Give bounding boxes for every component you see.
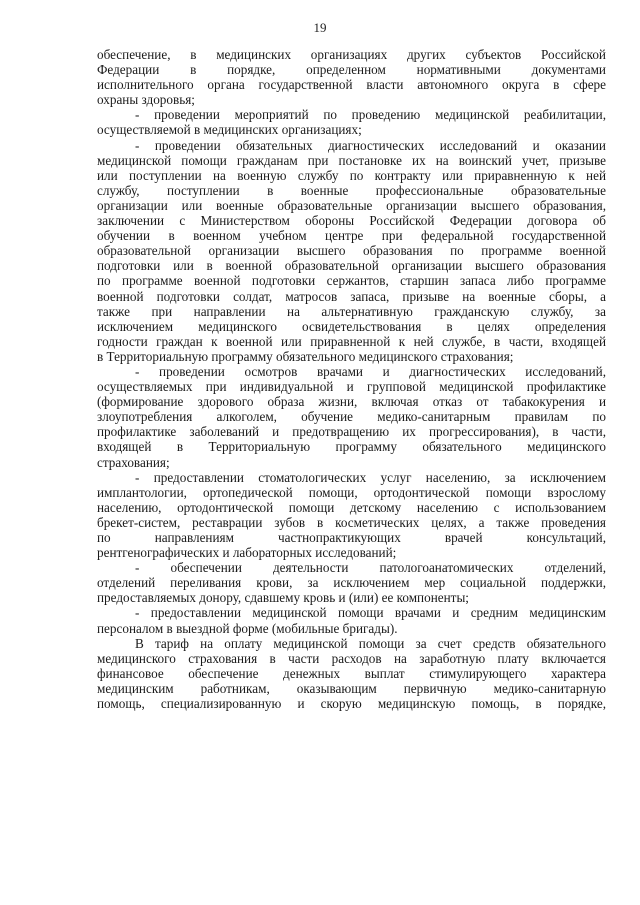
text-line: осуществляемых при индивидуальной и групповой медицинской профилактике [97,379,606,395]
text-line: или поступлении на военную службу по контракту или приравненную к ней [97,167,606,183]
text-line: (формирование здорового образа жизни, включая отказ от табакокурения и [97,394,606,410]
text-line: - проведении мероприятий по проведению медицинской реабилитации, [135,107,606,123]
text-line: обеспечение, в медицинских организациях других субъектов Российской [97,47,606,62]
paragraph [97,470,606,561]
text-line: охраны здоровья; [97,92,195,108]
text-line: помощь, специализированную и скорую медицинскую помощь, в порядке, [97,696,606,712]
paragraph [97,560,606,605]
text-line: по направлениям частнопрактикующих врачей консультаций, [97,530,606,545]
text-line: медицинским работникам, оказывающим первичную медико-санитарную [97,680,606,696]
paragraph [97,636,606,711]
page-number: 19 [313,20,327,35]
text-line: злоупотребления алкоголем, обучение медико-санитарным правилам по [97,409,606,425]
text-line: входящей в Территориальную программу обязательного медицинского [97,439,606,455]
text-line: организации или военные образовательные организации высшего образования, [97,197,606,213]
text-line: отделений переливания крови, за исключением мер социальной поддержки, [97,575,606,591]
text-line: осуществляемой в медицинских организациях; [97,122,362,138]
text-line: - предоставлении медицинской помощи врачами и средним медицинским [135,605,606,621]
paragraph [97,364,606,470]
paragraph [97,107,606,137]
paragraph [97,605,606,635]
text-line: медицинской помощи гражданам при постановке их на воинский учет, призыве [97,152,606,168]
text-line: годности граждан к военной или приравненной к ней службе, в части, входящей [97,333,606,349]
text-line: имплантологии, ортопедической помощи, ортодонтической помощи взрослому [97,484,606,500]
text-line: - проведении осмотров врачами и диагностических исследований, [135,363,606,379]
text-line: - обеспечении деятельности патологоанатомических отделений, [135,560,606,576]
text-line: Федерации в порядке, определенном нормативными документами [97,62,606,78]
text-line: брекет-систем, реставрации зубов в косметических целях, а также проведения [97,514,606,530]
text-line: образовательной организации высшего образования по программе военной [97,243,606,259]
text-line: профилактике заболеваний и предотвращению их прогрессирования), в части, [97,424,606,440]
text-line: службу, поступлении в военные профессиональные образовательные [97,182,606,198]
text-line: заключении с Министерством обороны Российской Федерации договора об [97,213,606,229]
text-line: - предоставлении стоматологических услуг населению, за исключением [135,469,606,485]
text-line: исполнительного органа государственной власти автономного округа в сфере [97,77,606,93]
text-line: персоналом в выездной форме (мобильные бригады). [97,620,398,636]
paragraph [97,47,606,107]
text-line: финансовое обеспечение денежных выплат стимулирующего характера [97,665,606,681]
text-line: населению, ортодонтической помощи детскому населению с использованием [97,499,606,515]
text-line: медицинского страхования в части расходов на заработную плату включается [97,650,606,666]
text-line: военной подготовки солдат, матросов запаса, призыве на военные сборы, а [97,288,606,304]
text-line: в Территориальную программу обязательного медицинского страхования; [97,348,514,364]
text-line: страхования; [97,454,170,470]
text-line: по программе военной подготовки сержантов, старшин запаса либо программе [97,273,606,289]
text-line: подготовки или в военной образовательной организации высшего образования [97,258,606,274]
paragraph [97,138,606,364]
text-line: также при направлении на альтернативную гражданскую службу, за [97,303,606,319]
text-line: В тариф на оплату медицинской помощи за счет средств обязательного [135,635,606,651]
text-line: обучении в военном учебном центре при федеральной государственной [97,228,606,244]
text-line: исключением медицинского освидетельствования в целях определения [97,318,606,334]
text-line: предоставляемых донору, сдавшему кровь и (или) ее компоненты; [97,590,469,606]
text-line: - проведении обязательных диагностических исследований и оказании [135,137,606,153]
document-body [97,47,606,711]
text-line: рентгенографических и лабораторных исследований; [97,545,397,561]
